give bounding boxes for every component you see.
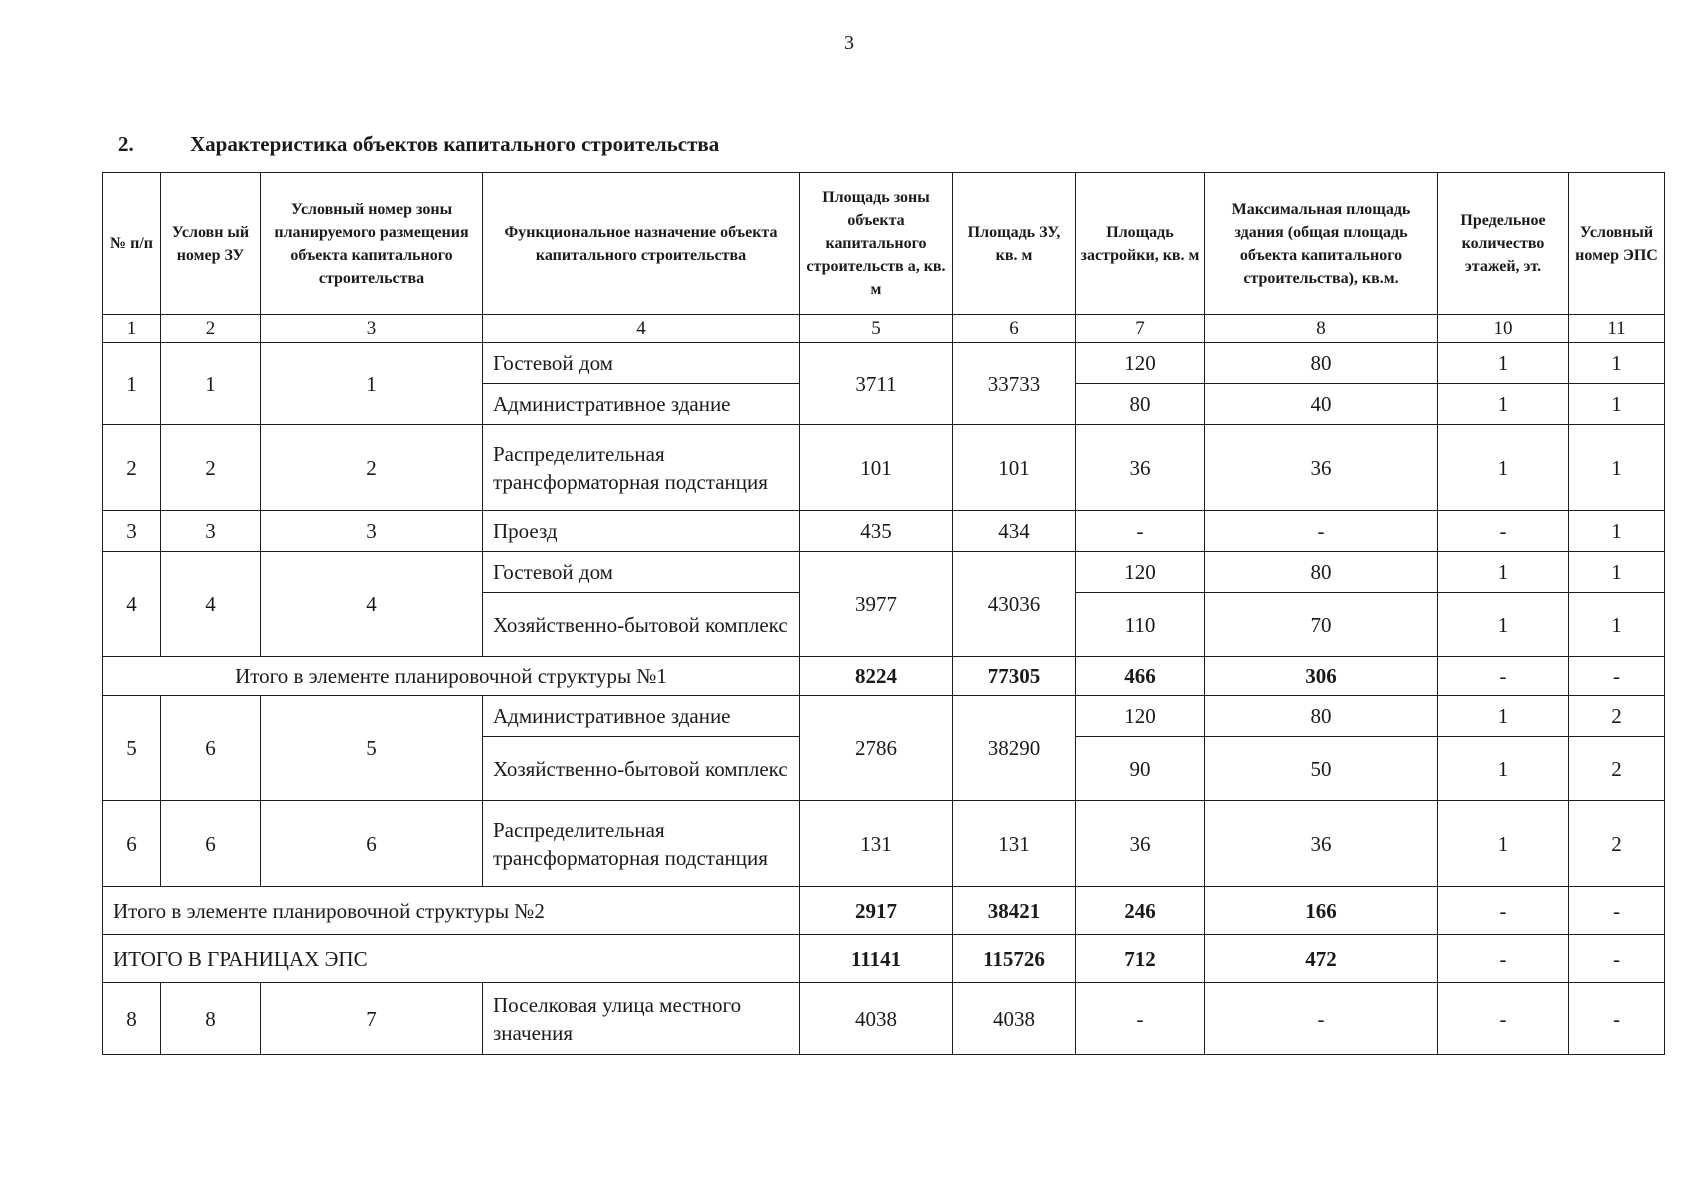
zu-number: 4 — [161, 552, 261, 657]
max-area: 40 — [1205, 384, 1438, 425]
build-area: 120 — [1076, 343, 1205, 384]
header-cell: № п/п — [103, 173, 161, 315]
object-name: Административное здание — [483, 696, 800, 737]
object-name: Гостевой дом — [483, 343, 800, 384]
floors: 1 — [1438, 696, 1569, 737]
zu-area: 434 — [953, 511, 1076, 552]
eps-number: - — [1569, 983, 1665, 1055]
object-name: Хозяйственно-бытовой комплекс — [483, 593, 800, 657]
table-row — [103, 983, 1665, 1055]
eps-number: 1 — [1569, 425, 1665, 511]
column-number-row — [103, 315, 1665, 343]
row-number: 8 — [103, 983, 161, 1055]
row-number: 2 — [103, 425, 161, 511]
table-row — [103, 425, 1665, 511]
grand-total-floors: - — [1438, 935, 1569, 983]
column-number: 2 — [161, 315, 261, 343]
zone-area: 3977 — [800, 552, 953, 657]
header-cell: Функциональное назначение объекта капитального строительства — [483, 173, 800, 315]
zu-area: 131 — [953, 801, 1076, 887]
zone-area: 2786 — [800, 696, 953, 801]
zone-number: 6 — [261, 801, 483, 887]
eps-number: 2 — [1569, 737, 1665, 801]
zone-number: 1 — [261, 343, 483, 425]
column-number: 6 — [953, 315, 1076, 343]
total-max-area: 166 — [1205, 887, 1438, 935]
zu-number: 1 — [161, 343, 261, 425]
grand-total-eps: - — [1569, 935, 1665, 983]
total-zone-area: 2917 — [800, 887, 953, 935]
eps-number: 1 — [1569, 511, 1665, 552]
grand-total-label: ИТОГО В ГРАНИЦАХ ЭПС — [103, 935, 800, 983]
object-name: Хозяйственно-бытовой комплекс — [483, 737, 800, 801]
row-number: 3 — [103, 511, 161, 552]
total-floors: - — [1438, 657, 1569, 696]
zone-area: 131 — [800, 801, 953, 887]
header-cell: Площадь ЗУ, кв. м — [953, 173, 1076, 315]
header-cell: Площадь зоны объекта капитального строительств а, кв. м — [800, 173, 953, 315]
build-area: 120 — [1076, 696, 1205, 737]
total-eps: - — [1569, 657, 1665, 696]
floors: - — [1438, 983, 1569, 1055]
build-area: - — [1076, 511, 1205, 552]
zu-number: 3 — [161, 511, 261, 552]
total-zu-area: 77305 — [953, 657, 1076, 696]
max-area: 80 — [1205, 552, 1438, 593]
total-floors: - — [1438, 887, 1569, 935]
zone-area: 101 — [800, 425, 953, 511]
max-area: - — [1205, 511, 1438, 552]
eps-number: 1 — [1569, 593, 1665, 657]
header-cell: Условный номер зоны планируемого размещения объекта капитального строительства — [261, 173, 483, 315]
build-area: 90 — [1076, 737, 1205, 801]
eps-number: 2 — [1569, 696, 1665, 737]
object-name: Распределительная трансформаторная подстанция — [483, 801, 800, 887]
build-area: - — [1076, 983, 1205, 1055]
header-row — [103, 173, 1665, 315]
floors: 1 — [1438, 425, 1569, 511]
build-area: 36 — [1076, 801, 1205, 887]
floors: - — [1438, 511, 1569, 552]
max-area: 36 — [1205, 425, 1438, 511]
grand-total-row — [103, 935, 1665, 983]
zu-area: 101 — [953, 425, 1076, 511]
max-area: 36 — [1205, 801, 1438, 887]
zone-number: 2 — [261, 425, 483, 511]
table-row — [103, 801, 1665, 887]
row-number: 4 — [103, 552, 161, 657]
table-row — [103, 343, 1665, 384]
column-number: 4 — [483, 315, 800, 343]
floors: 1 — [1438, 552, 1569, 593]
zu-area: 4038 — [953, 983, 1076, 1055]
table-row — [103, 696, 1665, 737]
column-number: 10 — [1438, 315, 1569, 343]
floors: 1 — [1438, 801, 1569, 887]
build-area: 80 — [1076, 384, 1205, 425]
row-number: 6 — [103, 801, 161, 887]
total-row — [103, 887, 1665, 935]
column-number: 7 — [1076, 315, 1205, 343]
eps-number: 1 — [1569, 384, 1665, 425]
header-cell: Максимальная площадь здания (общая площадь объекта капитального строительства), кв.м. — [1205, 173, 1438, 315]
zone-number: 5 — [261, 696, 483, 801]
zone-number: 7 — [261, 983, 483, 1055]
zu-number: 8 — [161, 983, 261, 1055]
zone-area: 435 — [800, 511, 953, 552]
table-row — [103, 511, 1665, 552]
zone-number: 4 — [261, 552, 483, 657]
max-area: - — [1205, 983, 1438, 1055]
column-number: 8 — [1205, 315, 1438, 343]
max-area: 70 — [1205, 593, 1438, 657]
zu-area: 38290 — [953, 696, 1076, 801]
grand-total-build-area: 712 — [1076, 935, 1205, 983]
floors: 1 — [1438, 593, 1569, 657]
total-row — [103, 657, 1665, 696]
row-number: 5 — [103, 696, 161, 801]
page-number: 3 — [844, 32, 854, 54]
zu-number: 2 — [161, 425, 261, 511]
total-max-area: 306 — [1205, 657, 1438, 696]
zu-number: 6 — [161, 696, 261, 801]
grand-total-zone-area: 11141 — [800, 935, 953, 983]
max-area: 80 — [1205, 696, 1438, 737]
zone-number: 3 — [261, 511, 483, 552]
eps-number: 1 — [1569, 343, 1665, 384]
max-area: 50 — [1205, 737, 1438, 801]
floors: 1 — [1438, 737, 1569, 801]
header-cell: Предельное количество этажей, эт. — [1438, 173, 1569, 315]
column-number: 5 — [800, 315, 953, 343]
characteristics-table — [102, 172, 1665, 1055]
object-name: Распределительная трансформаторная подстанция — [483, 425, 800, 511]
grand-total-zu-area: 115726 — [953, 935, 1076, 983]
build-area: 110 — [1076, 593, 1205, 657]
object-name: Гостевой дом — [483, 552, 800, 593]
header-cell: Площадь застройки, кв. м — [1076, 173, 1205, 315]
build-area: 120 — [1076, 552, 1205, 593]
object-name: Поселковая улица местного значения — [483, 983, 800, 1055]
total-build-area: 466 — [1076, 657, 1205, 696]
eps-number: 2 — [1569, 801, 1665, 887]
eps-number: 1 — [1569, 552, 1665, 593]
total-eps: - — [1569, 887, 1665, 935]
build-area: 36 — [1076, 425, 1205, 511]
floors: 1 — [1438, 343, 1569, 384]
grand-total-max-area: 472 — [1205, 935, 1438, 983]
section-title — [118, 132, 719, 157]
object-name: Административное здание — [483, 384, 800, 425]
column-number: 1 — [103, 315, 161, 343]
zu-number: 6 — [161, 801, 261, 887]
floors: 1 — [1438, 384, 1569, 425]
zone-area: 3711 — [800, 343, 953, 425]
total-zu-area: 38421 — [953, 887, 1076, 935]
column-number: 11 — [1569, 315, 1665, 343]
header-cell: Условн ый номер ЗУ — [161, 173, 261, 315]
section-number: 2. — [118, 132, 134, 156]
row-number: 1 — [103, 343, 161, 425]
zu-area: 33733 — [953, 343, 1076, 425]
total-label: Итого в элементе планировочной структуры №2 — [103, 887, 800, 935]
column-number: 3 — [261, 315, 483, 343]
header-cell: Условный номер ЭПС — [1569, 173, 1665, 315]
table-row — [103, 552, 1665, 593]
section-title-text: Характеристика объектов капитального строительства — [190, 132, 720, 156]
total-zone-area: 8224 — [800, 657, 953, 696]
total-label: Итого в элементе планировочной структуры №1 — [103, 657, 800, 696]
zone-area: 4038 — [800, 983, 953, 1055]
max-area: 80 — [1205, 343, 1438, 384]
object-name: Проезд — [483, 511, 800, 552]
zu-area: 43036 — [953, 552, 1076, 657]
total-build-area: 246 — [1076, 887, 1205, 935]
